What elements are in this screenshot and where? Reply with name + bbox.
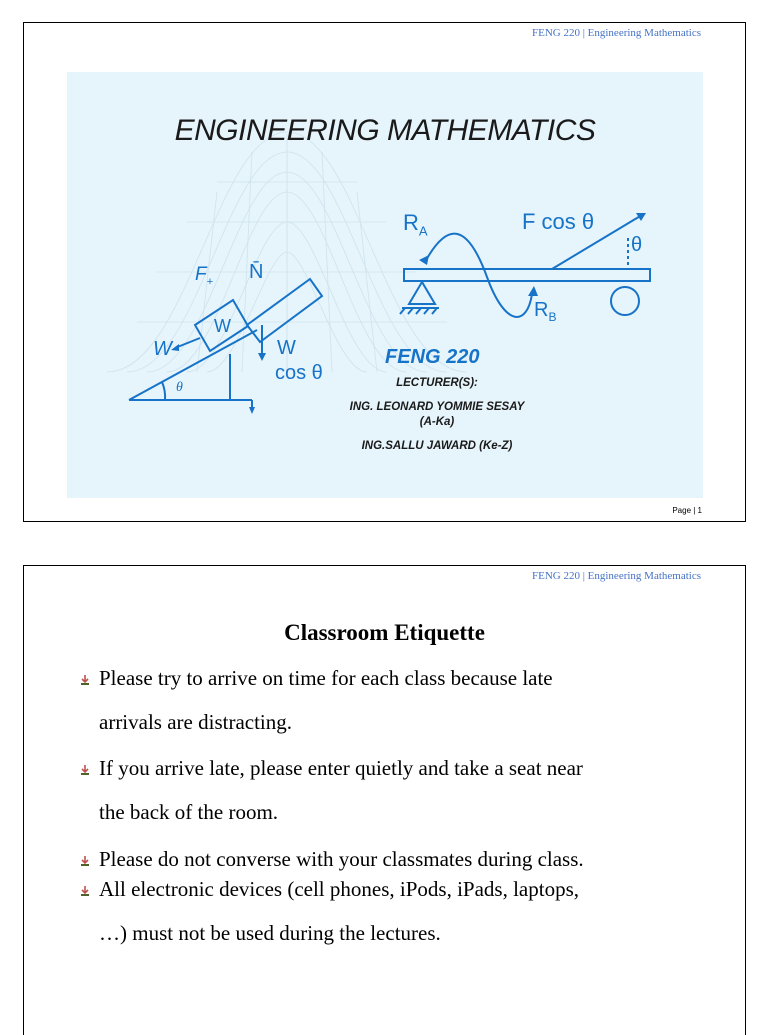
label-cos-theta: cos θ [275,362,323,384]
lecturer-2: ING.SALLU JAWARD (Ke-Z) [361,440,513,452]
label-ra: $R_A$ [403,210,428,239]
bullet-line: All electronic devices (cell phones, iPods, iPads, laptops, [99,877,579,901]
bullet-line: the back of the room. [99,800,279,824]
bullet-line: …) must not be used during the lectures. [99,921,441,945]
bullet-icon [81,765,89,775]
bullet-icon [81,675,89,685]
bullet-line: arrivals are distracting. [99,710,292,734]
page-header: FENG 220 | Engineering Mathematics [531,570,701,582]
cover-image [67,72,703,498]
document-page-2 [23,565,746,1035]
bullet-line: Please do not converse with your classmates during class. [99,847,584,871]
label-f-cos-theta: F cos θ [522,209,595,234]
document-page-1 [23,22,746,522]
label-n-bar: N̄ [249,261,264,283]
page-header: FENG 220 | Engineering Mathematics [531,27,701,39]
bullet-icon [81,886,89,896]
bullet-line: Please try to arrive on time for each class because late [99,666,553,690]
bell-curve-mesh [107,132,467,372]
label-rb: $R_B$ [534,299,557,324]
label-w-down: W [277,337,296,359]
page-number: Page | 1 [672,506,702,515]
label-theta-beam: θ [631,234,643,256]
lecturer-1: ING. LEONARD YOMMIE SESAY [349,401,525,413]
bullet-item [99,755,699,843]
bullet-item [99,665,699,753]
bullet-item [99,846,699,876]
label-w-block: W [214,316,231,336]
label-f-plus: $F_+$ [195,264,214,288]
lecturers-heading: LECTURER(S): [396,377,478,389]
lecturer-1-group: (A-Ka) [419,416,455,428]
bullet-line: If you arrive late, please enter quietly and take a seat near [99,756,583,780]
label-theta-incline: θ [176,380,183,395]
course-code: FENG 220 [385,346,480,368]
bullet-item [99,876,699,964]
section-title: Classroom Etiquette [284,620,485,645]
bullet-icon [81,856,89,866]
cover-title: ENGINEERING MATHEMATICS [174,114,596,147]
label-w-left: W [153,338,172,360]
